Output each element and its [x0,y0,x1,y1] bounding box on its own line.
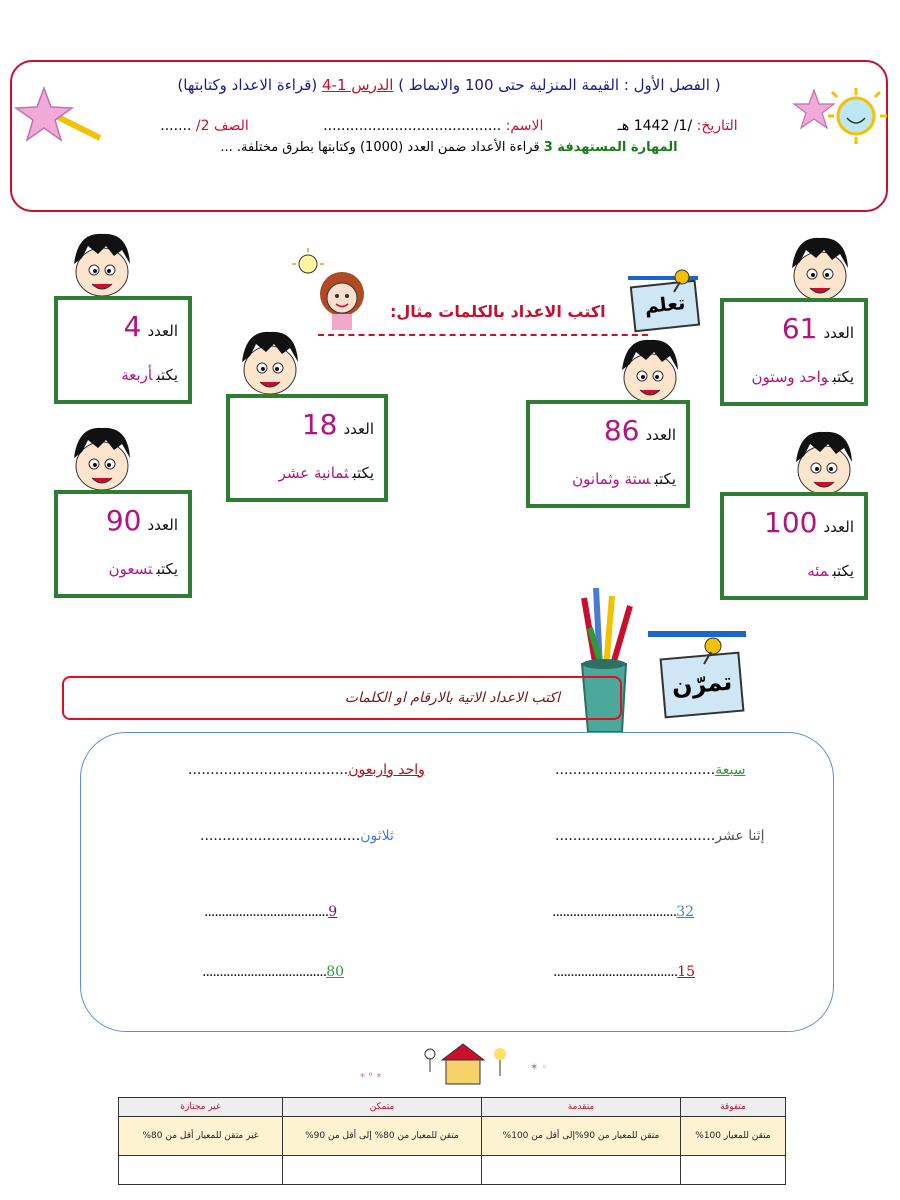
header-box [10,60,888,212]
write-label: يكتب [156,366,178,384]
boy-face-icon [784,422,864,502]
class-label: الصف 2/ [195,118,249,134]
card-word: أربعة [121,366,153,384]
rubric-mark-cell[interactable] [119,1156,283,1185]
exercise-item[interactable] [553,964,695,980]
name-field[interactable]: ........................................ [323,118,502,134]
pushpin-icon [700,636,726,666]
card-number: 18 [301,408,338,441]
rubric-header: متمكن [283,1098,482,1117]
card-word: مئه [807,562,829,580]
rubric-header: متقدمة [482,1098,681,1117]
student-info-row [12,118,886,134]
write-label: يكتب [832,368,854,386]
kids-doodle-icon [350,1040,570,1096]
given-value: 9 [328,904,338,920]
rubric-table [118,1097,786,1185]
exercise-item[interactable] [555,762,745,778]
card-number: 61 [781,312,818,345]
write-label: يكتب [832,562,854,580]
lesson-number: الدرس 1-4 [322,76,394,94]
task-box [62,676,622,720]
exercise-item[interactable] [188,762,425,778]
card-number: 86 [603,414,640,447]
given-value: سبعة [715,762,746,778]
skill-text: قراءة الأعداد ضمن العدد (1000) وكتابتها بطرق مختلفة. ... [220,140,540,155]
card-number: 100 [764,506,818,539]
given-value: واحد واربعون [348,762,425,778]
card-word: ثمانية عشر [278,464,349,482]
answer-blank[interactable]: .................................... [553,964,678,980]
svg-text:* ° *: * ° * [360,1072,382,1083]
lesson-topic: (قراءة الاعداد وكتابتها) [177,76,318,94]
answer-blank[interactable]: .................................... [202,964,327,980]
exercise-item[interactable] [555,828,765,844]
number-card [54,490,192,598]
date-label: التاريخ: [696,118,738,134]
number-card [226,394,388,502]
card-word: واحد وستون [751,368,829,386]
learn-instruction: اكتب الاعداد بالكلمات مثال: [390,302,606,321]
card-number: 4 [123,310,142,343]
number-label: العدد [343,420,374,438]
rubric-mark-cell[interactable] [681,1156,786,1185]
exercise-item[interactable] [200,828,394,844]
rubric-mark-cell[interactable] [482,1156,681,1185]
exercise-item[interactable] [202,964,344,980]
girl-idea-icon [290,248,380,332]
answer-blank[interactable]: .................................... [204,904,329,920]
number-label: العدد [823,518,854,536]
exercise-item[interactable] [552,904,694,920]
target-skill [12,140,886,155]
number-card [54,296,192,404]
answer-blank[interactable]: .................................... [200,828,361,844]
rubric-criterion: غير متقن للمعيار أقل من 80% [119,1117,283,1156]
boy-face-icon [62,224,142,304]
answer-blank[interactable]: .................................... [552,904,677,920]
practice-tag: تمرّن [660,652,745,719]
rubric-criterion: متقن للمعيار من 90%إلى أقل من 100% [482,1117,681,1156]
boy-face-icon [62,418,142,498]
card-word: تسعون [108,560,153,578]
learn-tag: تعلم [630,280,700,333]
class-field[interactable]: ....... [160,118,192,134]
unit-title: ( الفصل الأول : القيمة المنزلية حتى 100 والانماط ) [398,76,721,94]
card-word: ستة وثمانون [572,470,651,488]
rubric-criterion: متقن للمعيار من 80% إلى أقل من 90% [283,1117,482,1156]
skill-label: المهارة المستهدفة 3 [543,140,678,155]
number-card [720,492,868,600]
number-label: العدد [645,426,676,444]
name-label: الاسم: [505,118,544,134]
pushpin-icon [670,268,694,294]
dashed-divider [318,334,648,336]
given-value: 80 [326,964,345,980]
rubric-header: متفوقة [681,1098,786,1117]
number-label: العدد [147,516,178,534]
number-card [526,400,690,508]
rubric-header: غير مجتازة [119,1098,283,1117]
boy-face-icon [780,228,860,308]
task-instruction: اكتب الاعداد الاتية بالارقام او الكلمات [344,690,560,706]
given-value: 32 [676,904,695,920]
number-label: العدد [147,322,178,340]
write-label: يكتب [654,470,676,488]
write-label: يكتب [352,464,374,482]
lesson-title [12,76,886,94]
rubric-criterion: متقن للمعيار 100% [681,1117,786,1156]
exercise-item[interactable] [204,904,337,920]
svg-text:✶ ◦: ✶ ◦ [530,1062,548,1073]
given-value: ثلاثون [360,828,394,844]
number-label: العدد [823,324,854,342]
answer-blank[interactable]: .................................... [188,762,349,778]
answer-blank[interactable]: .................................... [555,828,716,844]
practice-tag-bar [648,631,746,637]
boy-face-icon [610,330,690,410]
given-value: إثنا عشر [715,828,765,844]
sun-icon [792,80,892,150]
answer-blank[interactable]: .................................... [555,762,716,778]
rubric-mark-cell[interactable] [283,1156,482,1185]
boy-face-icon [230,322,310,402]
card-number: 90 [105,504,142,537]
number-card [720,298,868,406]
date-value[interactable]: /1/ 1442 هـ [617,118,693,134]
write-label: يكتب [156,560,178,578]
star-wand-icon [14,80,104,150]
given-value: 15 [677,964,696,980]
